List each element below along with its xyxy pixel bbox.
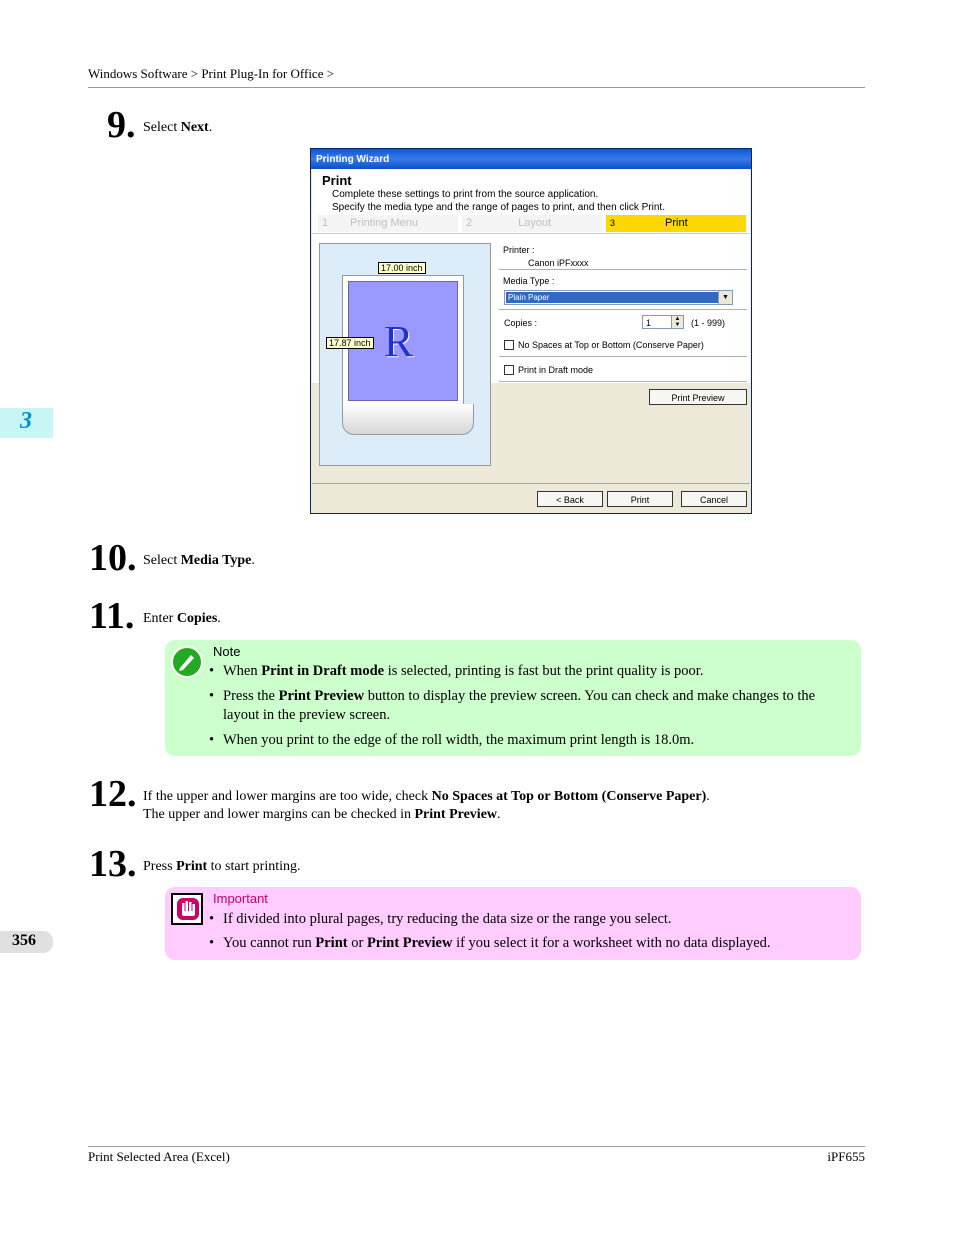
divider: [499, 309, 747, 310]
preview-letter: R: [384, 317, 414, 366]
note-item: • Press the Print Preview button to display the preview screen. You can check and make changes to the layout in the preview screen.: [209, 688, 816, 723]
back-button[interactable]: < Back: [537, 491, 603, 507]
step-text: Press Print to start printing.: [143, 859, 301, 874]
note-item: • When Print in Draft mode is selected, printing is fast but the print quality is poor.: [209, 663, 704, 679]
step-number: 10.: [89, 537, 137, 579]
dialog-subtitle-2: Specify the media type and the range of pages to print, and then click Print.: [332, 202, 665, 213]
note-item: • When you print to the edge of the roll width, the maximum print length is 18.0m.: [209, 732, 695, 748]
divider: [499, 381, 747, 382]
layout-preview-panel: [319, 243, 491, 466]
page-number-tab: 356: [0, 931, 53, 953]
important-title: Important: [213, 891, 268, 906]
pencil-icon: [171, 646, 203, 678]
stop-hand-icon: [171, 893, 203, 925]
wizard-step-layout[interactable]: 2 Layout: [462, 215, 602, 232]
media-type-select[interactable]: [504, 290, 733, 305]
chapter-tab: 3: [0, 408, 53, 438]
copies-label: Copies :: [504, 318, 538, 328]
print-button[interactable]: Print: [607, 491, 673, 507]
dialog-subtitle-1: Complete these settings to print from the source application.: [332, 189, 599, 200]
dialog-title: Printing Wizard: [311, 149, 751, 169]
important-item: • If divided into plural pages, try reducing the data size or the range you select.: [209, 911, 672, 927]
roll-core: [342, 404, 474, 435]
draft-mode-checkbox[interactable]: [504, 365, 514, 375]
height-dimension-label: 17.87 inch: [326, 337, 374, 349]
step-number: 12.: [89, 773, 137, 815]
step-text: Select Next.: [143, 120, 213, 135]
print-preview-button[interactable]: Print Preview: [649, 389, 747, 405]
header-divider: [312, 233, 750, 234]
step-text: Enter Copies.: [143, 611, 221, 626]
header-breadcrumb: Windows Software > Print Plug-In for Office >: [88, 66, 335, 81]
step-number: 11.: [89, 595, 135, 637]
wizard-step-print[interactable]: 3 Print: [606, 215, 746, 232]
step-number: 9.: [107, 104, 136, 146]
footer-rule: [88, 1146, 865, 1147]
divider: [499, 269, 747, 270]
footer-left: Print Selected Area (Excel): [88, 1149, 230, 1164]
step-text-line2: The upper and lower margins can be checked in Print Preview.: [143, 807, 501, 822]
important-box: [165, 887, 861, 960]
chevron-down-icon[interactable]: ▼: [718, 291, 732, 304]
step-text: Select Media Type.: [143, 553, 255, 568]
footer-right: iPF655: [827, 1149, 865, 1164]
no-spaces-checkbox[interactable]: [504, 340, 514, 350]
step-text: If the upper and lower margins are too wide, check No Spaces at Top or Bottom (Conserve Paper).: [143, 789, 710, 804]
width-dimension-label: 17.00 inch: [378, 262, 426, 274]
copies-range: (1 - 999): [691, 318, 726, 328]
printer-value: Canon iPFxxxx: [528, 258, 589, 268]
dialog-heading: Print: [322, 173, 352, 188]
important-item: • You cannot run Print or Print Preview if you select it for a worksheet with no data displayed.: [209, 935, 771, 951]
printer-label: Printer :: [503, 245, 535, 255]
draft-mode-label: Print in Draft mode: [518, 365, 594, 375]
note-box: [165, 640, 861, 756]
cancel-button[interactable]: Cancel: [681, 491, 747, 507]
note-title: Note: [213, 644, 241, 659]
footer-divider: [312, 483, 750, 484]
copies-stepper[interactable]: 1 ▲ ▼: [642, 315, 684, 329]
printing-wizard-dialog: [310, 148, 752, 514]
no-spaces-label: No Spaces at Top or Bottom (Conserve Paper): [518, 340, 704, 350]
header-rule: [88, 87, 865, 88]
wizard-step-printing-menu[interactable]: 1 Printing Menu: [318, 215, 458, 232]
divider: [499, 356, 747, 357]
media-type-selected-value: Plain Paper: [506, 292, 718, 303]
spin-arrows-icon[interactable]: ▲ ▼: [671, 316, 683, 328]
step-number: 13.: [89, 843, 137, 885]
media-type-label: Media Type :: [503, 276, 555, 286]
